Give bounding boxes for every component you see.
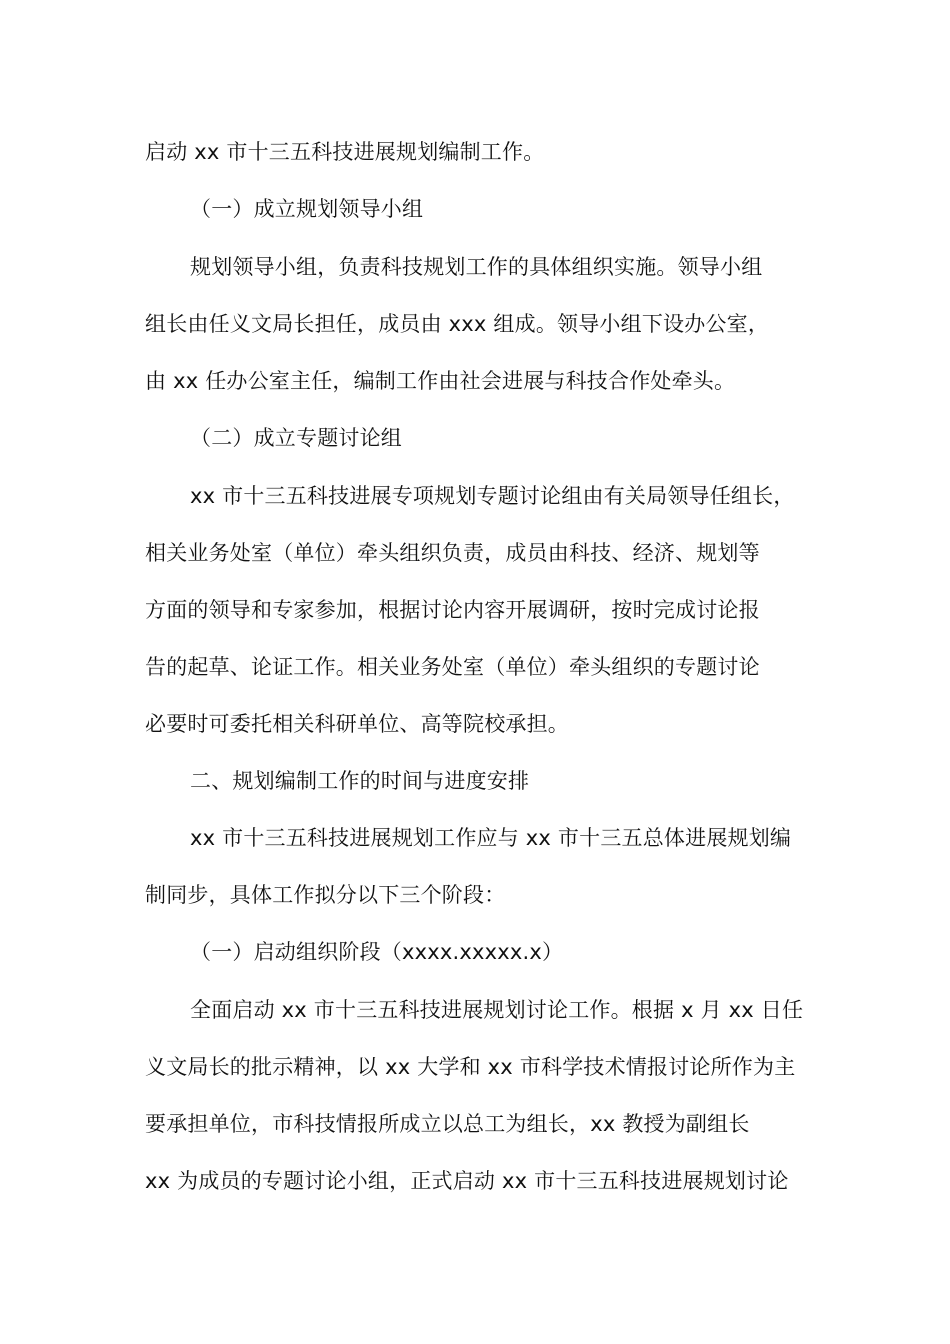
section-heading: 二、规划编制工作的时间与进度安排 bbox=[190, 769, 530, 793]
section-heading: （一）启动组织阶段（xxxx.xxxxx.x） bbox=[190, 940, 564, 964]
paragraph-line: 启动 xx 市十三五科技进展规划编制工作。 bbox=[145, 140, 545, 164]
paragraph-line: 告的起草、论证工作。相关业务处室（单位）牵头组织的专题讨论 bbox=[145, 655, 760, 679]
paragraph-line: xx 市十三五科技进展专项规划专题讨论组由有关局领导任组长， bbox=[190, 484, 795, 508]
paragraph-line: 规划领导小组，负责科技规划工作的具体组织实施。领导小组 bbox=[190, 255, 763, 279]
section-heading: （二）成立专题讨论组 bbox=[190, 426, 402, 450]
section-heading: （一）成立规划领导小组 bbox=[190, 197, 424, 221]
paragraph-line: 必要时可委托相关科研单位、高等院校承担。 bbox=[145, 712, 569, 736]
paragraph-line: 方面的领导和专家参加，根据讨论内容开展调研，按时完成讨论报 bbox=[145, 598, 760, 622]
paragraph-line: 全面启动 xx 市十三五科技进展规划讨论工作。根据 x 月 xx 日任 bbox=[190, 998, 804, 1022]
paragraph-line: 相关业务处室（单位）牵头组织负责，成员由科技、经济、规划等 bbox=[145, 541, 760, 565]
paragraph-line: xx 市十三五科技进展规划工作应与 xx 市十三五总体进展规划编 bbox=[190, 826, 792, 850]
paragraph-line: 要承担单位，市科技情报所成立以总工为组长，xx 教授为副组长 bbox=[145, 1112, 750, 1136]
paragraph-line: 义文局长的批示精神，以 xx 大学和 xx 市科学技术情报讨论所作为主 bbox=[145, 1055, 796, 1079]
paragraph-line: 组长由任义文局长担任，成员由 xxx 组成。领导小组下设办公室， bbox=[145, 312, 770, 336]
paragraph-line: 由 xx 任办公室主任，编制工作由社会进展与科技合作处牵头。 bbox=[145, 369, 736, 393]
paragraph-line: 制同步，具体工作拟分以下三个阶段： bbox=[145, 883, 506, 907]
paragraph-line: xx 为成员的专题讨论小组，正式启动 xx 市十三五科技进展规划讨论 bbox=[145, 1169, 789, 1193]
